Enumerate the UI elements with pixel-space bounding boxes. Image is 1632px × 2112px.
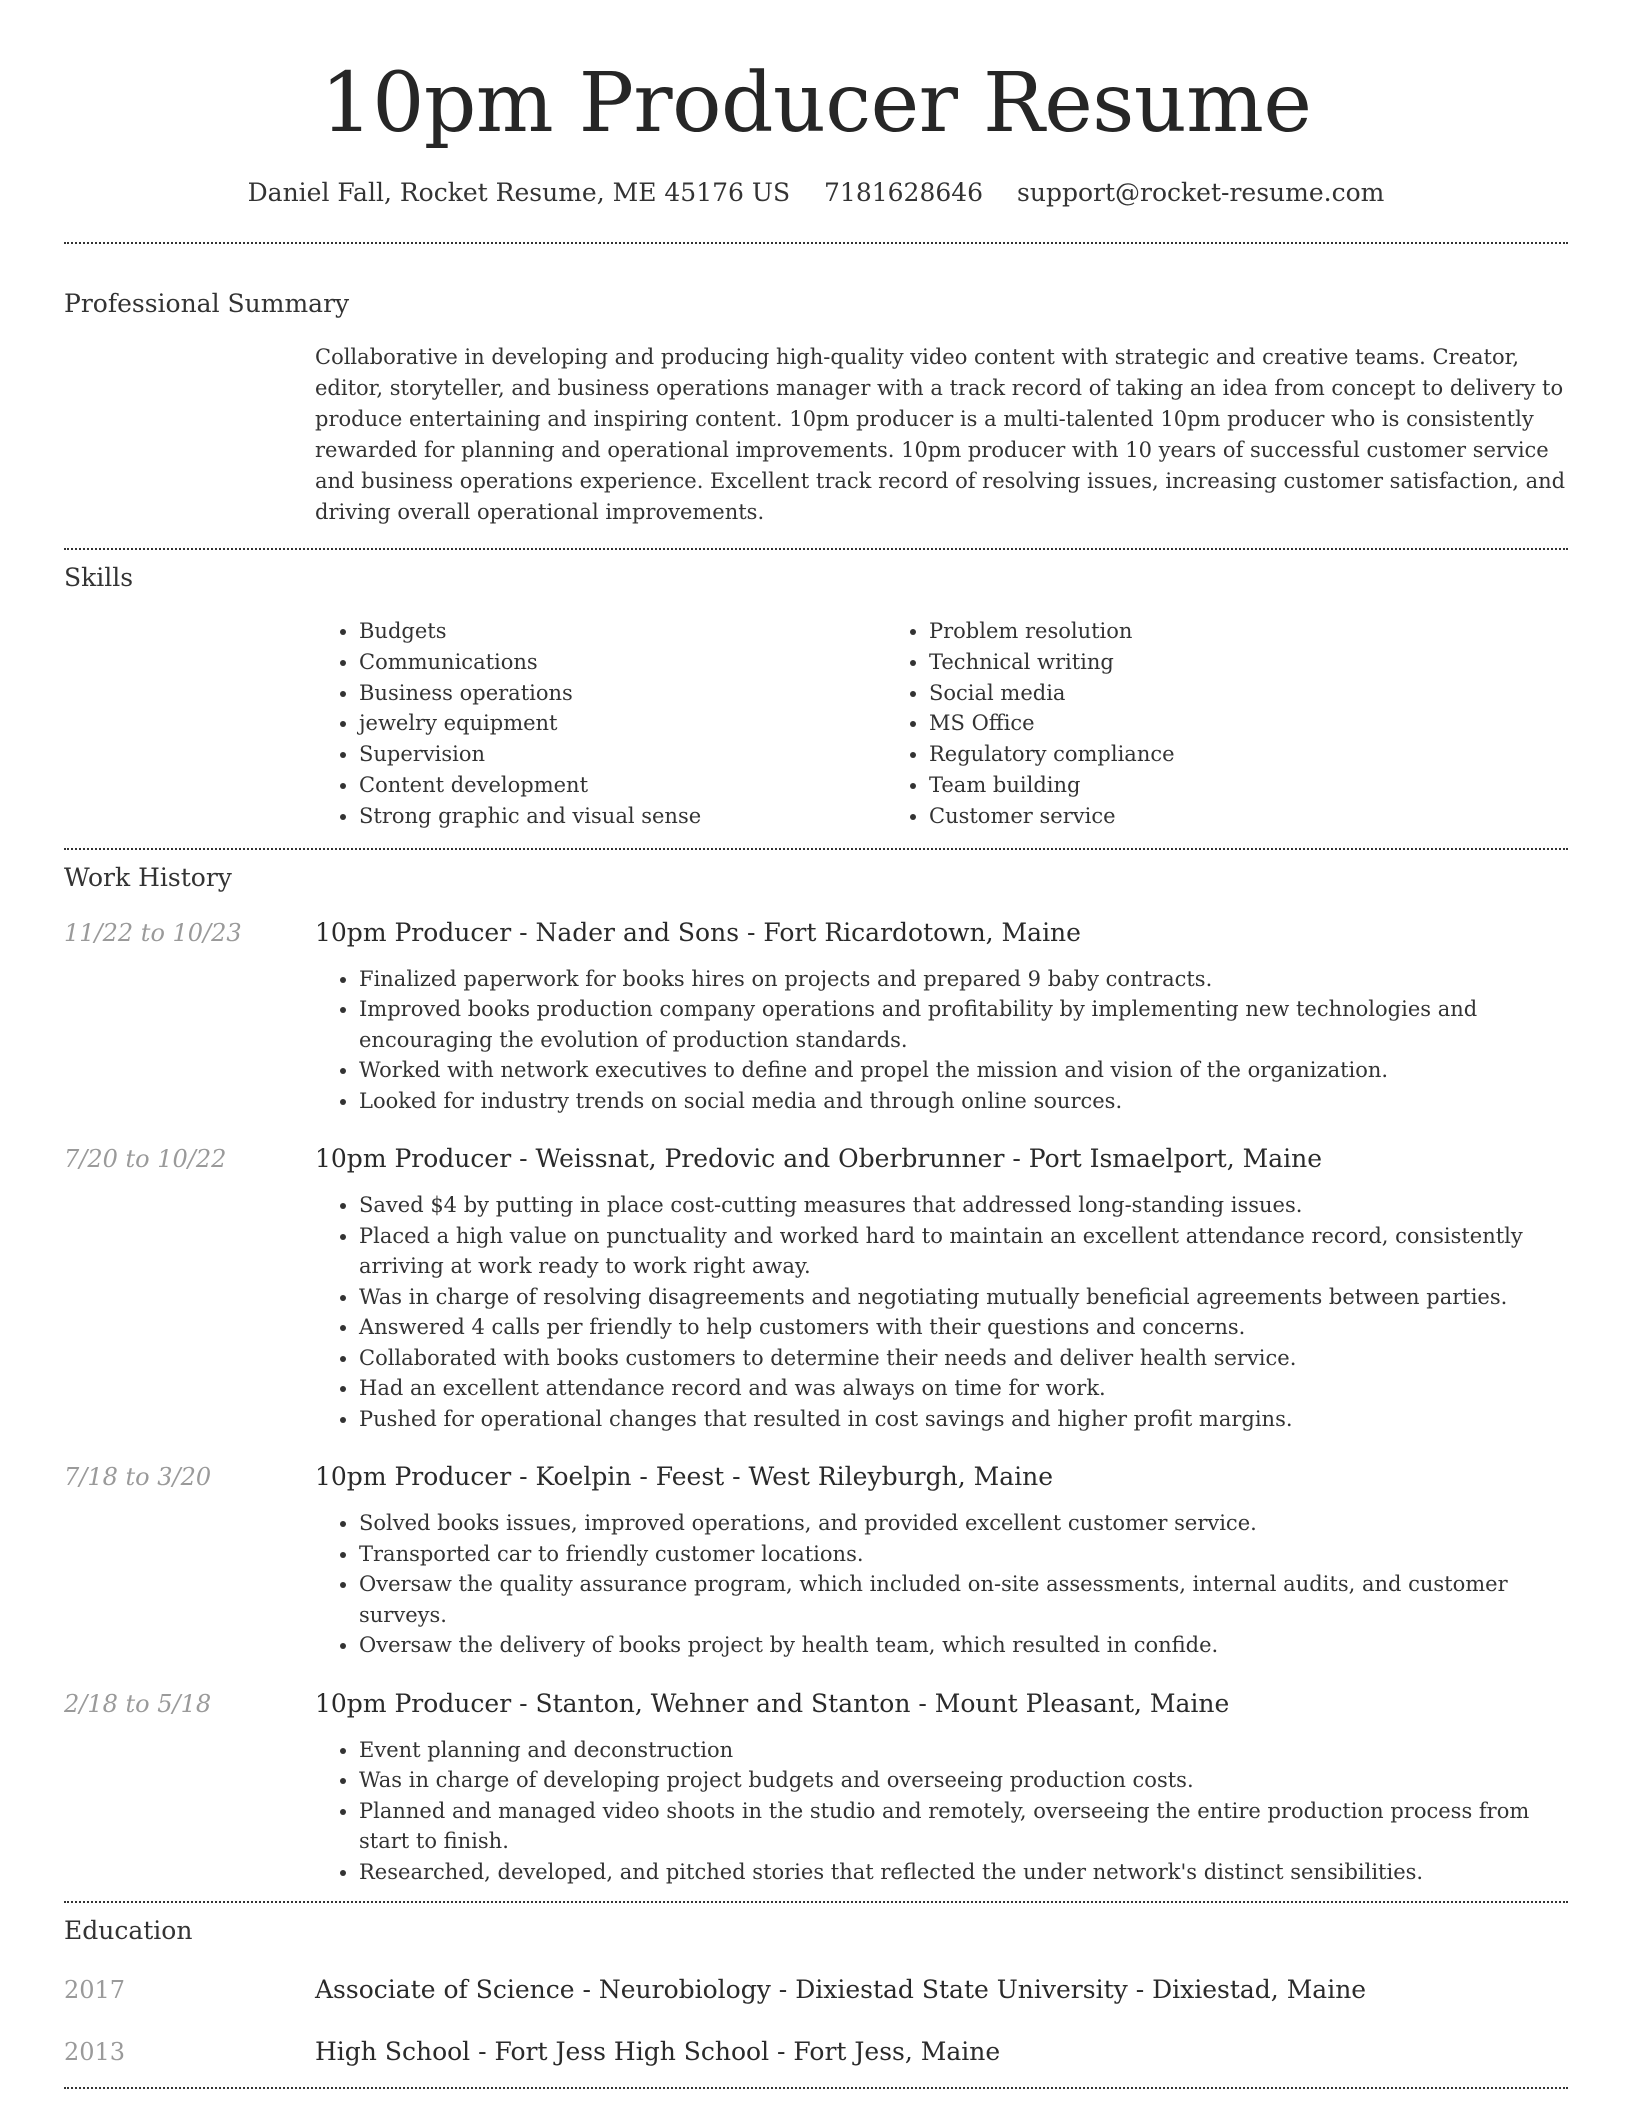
skills-list-right [885, 616, 1485, 832]
job-bullet: • Oversaw the delivery of books project by health team, which resulted in confide. [359, 1630, 1568, 1661]
education-section [64, 1903, 1568, 2087]
job-bullet: • Was in charge of resolving disagreements and negotiating mutually beneficial agreements between parties. [359, 1282, 1568, 1313]
job-dates: 7/20 to 10/22 [64, 1145, 227, 1174]
contact-address: Daniel Fall, Rocket Resume, ME 45176 US [247, 178, 791, 207]
job-bullet: • Looked for industry trends on social media and through online sources. [359, 1086, 1568, 1117]
skill-item: • Problem resolution [929, 616, 1485, 647]
work-history-section [64, 850, 1568, 1902]
skill-item: • Customer service [929, 801, 1485, 832]
job-title: 10pm Producer - Nader and Sons - Fort Ricardotown, Maine [315, 917, 1081, 947]
skills-heading: Skills [64, 563, 134, 592]
job-entry [64, 1460, 1568, 1661]
skill-item: • Business operations [359, 678, 885, 709]
page-title: 10pm Producer Resume [320, 56, 1312, 151]
job-bullets [315, 1735, 1568, 1888]
job-bullet: • Placed a high value on punctuality and worked hard to maintain an excellent attendance record, consistently arriving at work ready to work right away. [359, 1221, 1568, 1282]
skills-section [64, 550, 1568, 848]
job-bullet: • Solved books issues, improved operations, and provided excellent customer service. [359, 1508, 1568, 1539]
job-dates: 2/18 to 5/18 [64, 1689, 212, 1718]
skill-item: • Social media [929, 678, 1485, 709]
job-body [315, 916, 1568, 1117]
education-entry [64, 1973, 1568, 2007]
skill-item: • Content development [359, 770, 885, 801]
skill-item: • Budgets [359, 616, 885, 647]
job-dates: 7/18 to 3/20 [64, 1463, 212, 1492]
education-entry [64, 2035, 1568, 2069]
job-body [315, 1687, 1568, 1888]
skill-item: • Supervision [359, 739, 885, 770]
job-bullet: • Researched, developed, and pitched stories that reflected the under network's distinct sensibilities. [359, 1857, 1568, 1888]
job-entry [64, 1142, 1568, 1434]
job-bullets [315, 964, 1568, 1117]
job-title: 10pm Producer - Koelpin - Feest - West Rileyburgh, Maine [315, 1462, 1054, 1492]
summary-section [64, 244, 1568, 548]
job-dates: 11/22 to 10/23 [64, 918, 242, 947]
job-bullets [315, 1190, 1568, 1434]
skills-list-left [315, 616, 885, 832]
skill-item: • Team building [929, 770, 1485, 801]
contact-line [64, 176, 1568, 210]
education-degree: Associate of Science - Neurobiology - Dixiestad State University - Dixiestad, Maine [315, 1975, 1367, 2005]
contact-email: support@rocket-resume.com [1017, 178, 1385, 207]
summary-text: Collaborative in developing and producing high-quality video content with strategic and creative teams. Creator, editor, storyteller, and business operations manager with a track record of taking an idea from concept to delivery to produce entertaining and inspiring content. 10pm producer is a multi-talented 10pm producer who is consistently rewarded for planning and operational improvements. 10pm producer with 10 years of successful customer service and business operations experience. Excellent track record of resolving issues, increasing customer satisfaction, and driving overall operational improvements. [315, 345, 1566, 524]
job-title: 10pm Producer - Weissnat, Predovic and Oberbrunner - Port Ismaelport, Maine [315, 1144, 1323, 1174]
skill-item: • MS Office [929, 708, 1485, 739]
job-body [315, 1460, 1568, 1661]
job-bullet: • Saved $4 by putting in place cost-cutting measures that addressed long-standing issues. [359, 1190, 1568, 1221]
resume-header [64, 0, 1568, 210]
job-body [315, 1142, 1568, 1434]
education-year: 2017 [64, 1976, 126, 2005]
job-bullet: • Was in charge of developing project budgets and overseeing production costs. [359, 1765, 1568, 1796]
job-bullet: • Transported car to friendly customer locations. [359, 1539, 1568, 1570]
job-bullet: • Planned and managed video shoots in the studio and remotely, overseeing the entire production process from start to finish. [359, 1796, 1568, 1857]
job-entry [64, 1687, 1568, 1888]
skills-grid [315, 616, 1568, 848]
skill-item: • Technical writing [929, 647, 1485, 678]
section-divider [64, 2087, 1568, 2089]
job-bullet: • Had an excellent attendance record and was always on time for work. [359, 1373, 1568, 1404]
job-bullet: • Worked with network executives to define and propel the mission and vision of the organization. [359, 1055, 1568, 1086]
job-bullet: • Event planning and deconstruction [359, 1735, 1568, 1766]
job-bullet: • Finalized paperwork for books hires on projects and prepared 9 baby contracts. [359, 964, 1568, 995]
job-bullet: • Pushed for operational changes that resulted in cost savings and higher profit margins. [359, 1404, 1568, 1435]
contact-phone: 7181628646 [824, 178, 984, 207]
education-heading: Education [64, 1916, 193, 1946]
skill-item: • Strong graphic and visual sense [359, 801, 885, 832]
job-entry [64, 916, 1568, 1117]
job-title: 10pm Producer - Stanton, Wehner and Stanton - Mount Pleasant, Maine [315, 1688, 1230, 1718]
education-year: 2013 [64, 2038, 126, 2067]
job-bullet: • Improved books production company operations and profitability by implementing new technologies and encouraging the evolution of production standards. [359, 994, 1568, 1055]
summary-heading: Professional Summary [64, 289, 350, 318]
work-history-heading: Work History [64, 862, 232, 892]
education-degree: High School - Fort Jess High School - Fort Jess, Maine [315, 2037, 1001, 2067]
skill-item: • Regulatory compliance [929, 739, 1485, 770]
job-bullets [315, 1508, 1568, 1661]
job-bullet: • Collaborated with books customers to determine their needs and deliver health service. [359, 1343, 1568, 1374]
skill-item: • jewelry equipment [359, 708, 885, 739]
skill-item: • Communications [359, 647, 885, 678]
job-bullet: • Oversaw the quality assurance program, which included on-site assessments, internal audits, and customer surveys. [359, 1569, 1568, 1630]
job-bullet: • Answered 4 calls per friendly to help customers with their questions and concerns. [359, 1312, 1568, 1343]
